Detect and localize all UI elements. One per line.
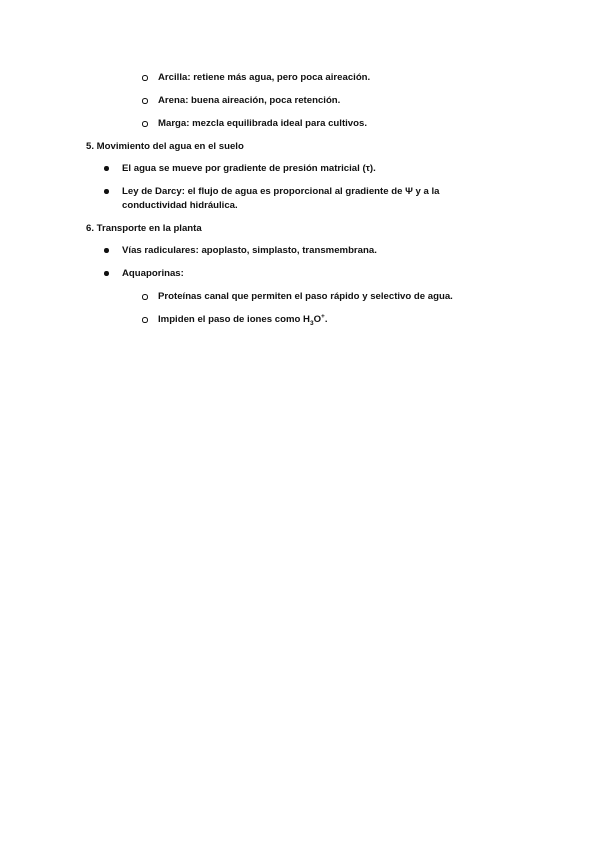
- oxygen-symbol: O: [313, 314, 322, 325]
- circle-bullet-icon: [142, 98, 148, 104]
- subscript-3: 3: [309, 319, 314, 327]
- list-item-aquaporinas: Aquaporinas:: [122, 268, 184, 279]
- disc-bullet-icon: [104, 248, 109, 253]
- period: .: [324, 314, 328, 325]
- list-subitem-iones: [158, 314, 328, 326]
- disc-bullet-icon: [104, 271, 109, 276]
- circle-bullet-icon: [142, 75, 148, 81]
- list-item-vias: Vías radiculares: apoplasto, simplasto, transmembrana.: [122, 245, 377, 256]
- disc-bullet-icon: [104, 166, 109, 171]
- list-subitem-arena: Arena: buena aireación, poca retención.: [158, 95, 341, 106]
- iones-text: Impiden el paso de iones como H: [158, 314, 310, 325]
- disc-bullet-icon: [104, 189, 109, 194]
- section-5-heading: 5. Movimiento del agua en el suelo: [86, 141, 244, 152]
- superscript-plus: +: [321, 312, 325, 320]
- circle-bullet-icon: [142, 317, 148, 323]
- section-6-heading: 6. Transporte en la planta: [86, 223, 202, 234]
- list-item-darcy-cont: conductividad hidráulica.: [122, 200, 238, 211]
- list-subitem-proteinas: Proteínas canal que permiten el paso rápido y selectivo de agua.: [158, 291, 453, 302]
- circle-bullet-icon: [142, 121, 148, 127]
- list-subitem-arcilla: Arcilla: retiene más agua, pero poca aireación.: [158, 72, 371, 83]
- circle-bullet-icon: [142, 294, 148, 300]
- list-subitem-marga: Marga: mezcla equilibrada ideal para cultivos.: [158, 118, 368, 129]
- list-item-gradiente: El agua se mueve por gradiente de presión matricial (τ).: [122, 163, 376, 174]
- list-item-darcy: Ley de Darcy: el flujo de agua es proporcional al gradiente de Ψ y a la: [122, 186, 440, 197]
